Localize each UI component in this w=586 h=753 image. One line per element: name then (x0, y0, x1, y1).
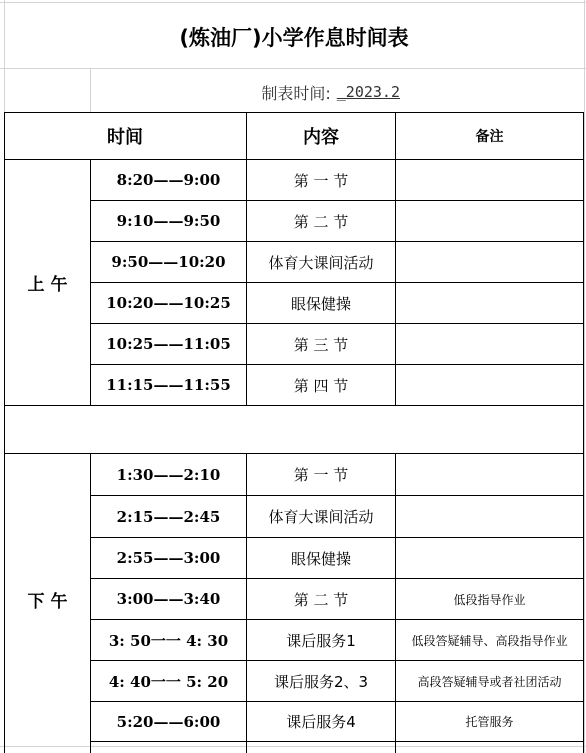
page-title: (炼油厂)小学作息时间表 (179, 26, 409, 50)
time-cell: 1:30——2:10 (116, 465, 221, 484)
made-time-label: 制表时间: (261, 83, 331, 103)
made-time (200, 78, 400, 106)
content-cell: 第 三 节 (293, 335, 349, 354)
content-cell: 眼保健操 (290, 294, 351, 313)
header-note: 备注 (475, 129, 504, 145)
time-cell: 3:00——3:40 (116, 590, 221, 608)
morning-label: 上 午 (27, 275, 68, 295)
made-time-value: _2023.2 (336, 83, 400, 101)
note-cell (396, 242, 583, 282)
content-cell: 第 一 节 (293, 466, 349, 484)
time-cell: 9:10——9:50 (116, 212, 221, 230)
content-cell: 眼保健操 (290, 549, 351, 568)
content-cell: 课后服务1 (286, 631, 356, 650)
note-cell: 低段指导作业 (453, 592, 526, 607)
table-border (90, 741, 584, 742)
note-cell (396, 324, 583, 364)
note-cell (396, 538, 583, 578)
grid-line (0, 2, 586, 3)
content-cell: 第 二 节 (293, 212, 349, 231)
time-cell: 11:15——11:55 (106, 376, 231, 394)
table-border (4, 405, 584, 406)
content-cell: 课后服务4 (286, 713, 356, 731)
time-cell: 10:20——10:25 (106, 294, 231, 312)
time-cell: 9:50——10:20 (111, 253, 226, 271)
note-cell (396, 283, 583, 323)
header-content: 内容 (303, 127, 339, 148)
note-cell (396, 365, 583, 405)
time-cell: 2:55——3:00 (116, 549, 221, 567)
note-cell: 低段答疑辅导、高段指导作业 (411, 633, 568, 648)
content-cell: 第 四 节 (293, 376, 349, 395)
content-cell: 第 二 节 (293, 590, 349, 609)
content-cell: 体育大课间活动 (268, 253, 374, 272)
time-cell: 8:20——9:00 (116, 171, 221, 189)
note-cell (396, 454, 583, 495)
grid-line (0, 746, 586, 747)
time-cell: 2:15——2:45 (116, 507, 221, 526)
content-cell: 第 一 节 (293, 171, 349, 190)
note-cell (396, 160, 583, 200)
note-cell: 高段答疑辅导或者社团活动 (417, 674, 562, 689)
header-time: 时间 (107, 127, 143, 148)
time-cell: 5:20——6:00 (116, 712, 221, 731)
time-cell: 10:25——11:05 (106, 335, 231, 353)
note-cell (396, 496, 583, 537)
note-cell (396, 201, 583, 241)
grid-line (584, 0, 585, 753)
time-cell: 3: 50一一 4: 30 (108, 631, 229, 650)
time-cell: 4: 40一一 5: 20 (108, 672, 229, 691)
note-cell: 托管服务 (465, 715, 514, 729)
content-cell: 课后服务2、3 (273, 672, 369, 691)
grid-line (0, 68, 586, 69)
table-border (583, 112, 584, 753)
grid-line (90, 68, 91, 112)
content-cell: 体育大课间活动 (268, 508, 374, 526)
afternoon-label: 下 午 (27, 591, 68, 612)
